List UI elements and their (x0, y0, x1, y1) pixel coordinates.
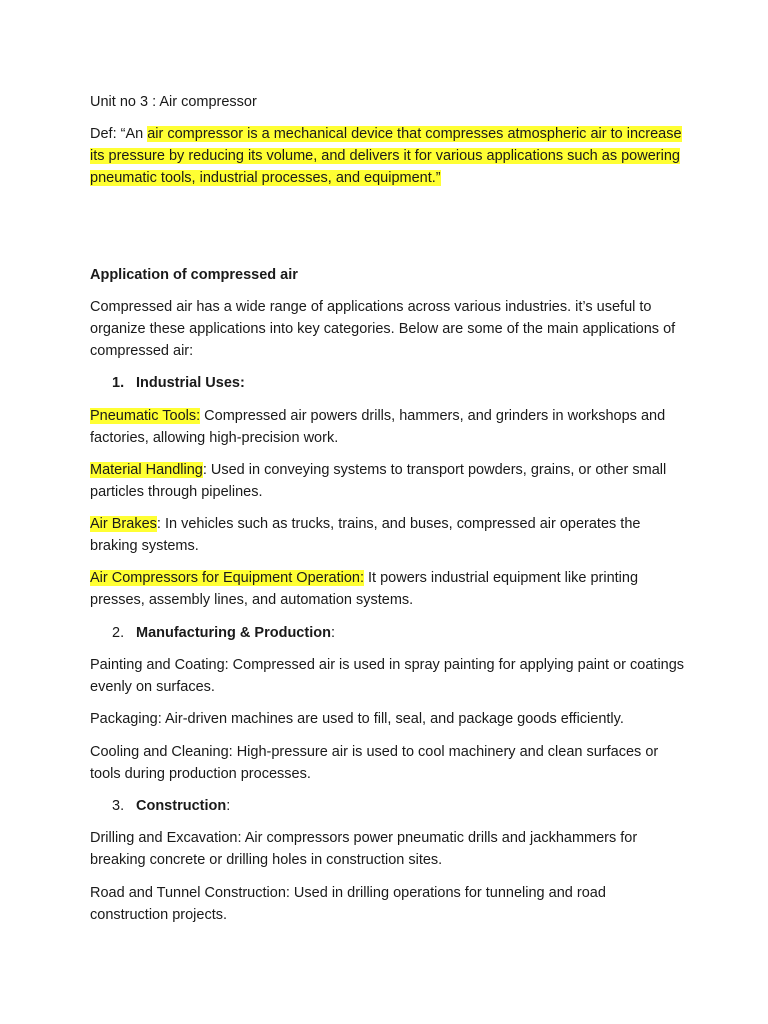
category-heading-industrial (90, 372, 685, 394)
list-item (90, 459, 685, 503)
item-term: Air Compressors for Equipment Operation: (90, 570, 364, 586)
list-item: Drilling and Excavation: Air compressors power pneumatic drills and jackhammers for breaking concrete or drilling holes in construction sites. (90, 830, 638, 868)
definition-highlight: air compressor is a mechanical device that compresses atmospheric air to increase its pressure by reducing its volume, and delivers it for various applications such as powering pneumatic tools, industrial processes, and equipment.” (90, 126, 682, 186)
list-item: Cooling and Cleaning: High-pressure air is used to cool machinery and clean surfaces or tools during production processes. (90, 744, 659, 782)
category-title: Construction (136, 798, 227, 814)
item-term: Air Brakes (90, 516, 157, 532)
item-text: Compressed air powers drills, hammers, and grinders in workshops and factories, allowing high-precision work. (90, 408, 666, 446)
definition-paragraph (90, 123, 685, 189)
list-number: 3. (112, 798, 125, 814)
category-heading-construction (90, 795, 685, 817)
page-title: Unit no 3 : Air compressor (90, 94, 257, 110)
list-item (90, 405, 685, 449)
list-number: 1. (112, 375, 125, 391)
list-item: Packaging: Air-driven machines are used to fill, seal, and package goods efficiently. (90, 711, 624, 727)
list-item: Painting and Coating: Compressed air is used in spray painting for applying paint or coatings evenly on surfaces. (90, 657, 685, 695)
definition-prefix: Def: “An (90, 126, 148, 142)
category-suffix: : (226, 798, 231, 814)
category-title: Industrial Uses: (136, 375, 245, 391)
item-text: : Used in conveying systems to transport powders, grains, or other small particles through pipelines. (90, 462, 667, 500)
category-title: Manufacturing & Production (136, 625, 331, 641)
category-suffix: : (330, 625, 335, 641)
intro-paragraph: Compressed air has a wide range of applications across various industries. it’s useful to organize these applications into key categories. Below are some of the main applications of compressed air: (90, 299, 676, 359)
section-heading: Application of compressed air (90, 267, 298, 283)
list-item (90, 567, 685, 611)
list-item: Road and Tunnel Construction: Used in drilling operations for tunneling and road construction projects. (90, 885, 606, 923)
list-item (90, 513, 685, 557)
category-heading-manufacturing (90, 622, 685, 644)
item-term: Pneumatic Tools: (90, 408, 201, 424)
list-number: 2. (112, 625, 125, 641)
item-term: Material Handling (90, 462, 203, 478)
item-text: It powers industrial equipment like printing presses, assembly lines, and automation systems. (90, 570, 639, 608)
item-text: : In vehicles such as trucks, trains, and buses, compressed air operates the braking systems. (90, 516, 641, 554)
